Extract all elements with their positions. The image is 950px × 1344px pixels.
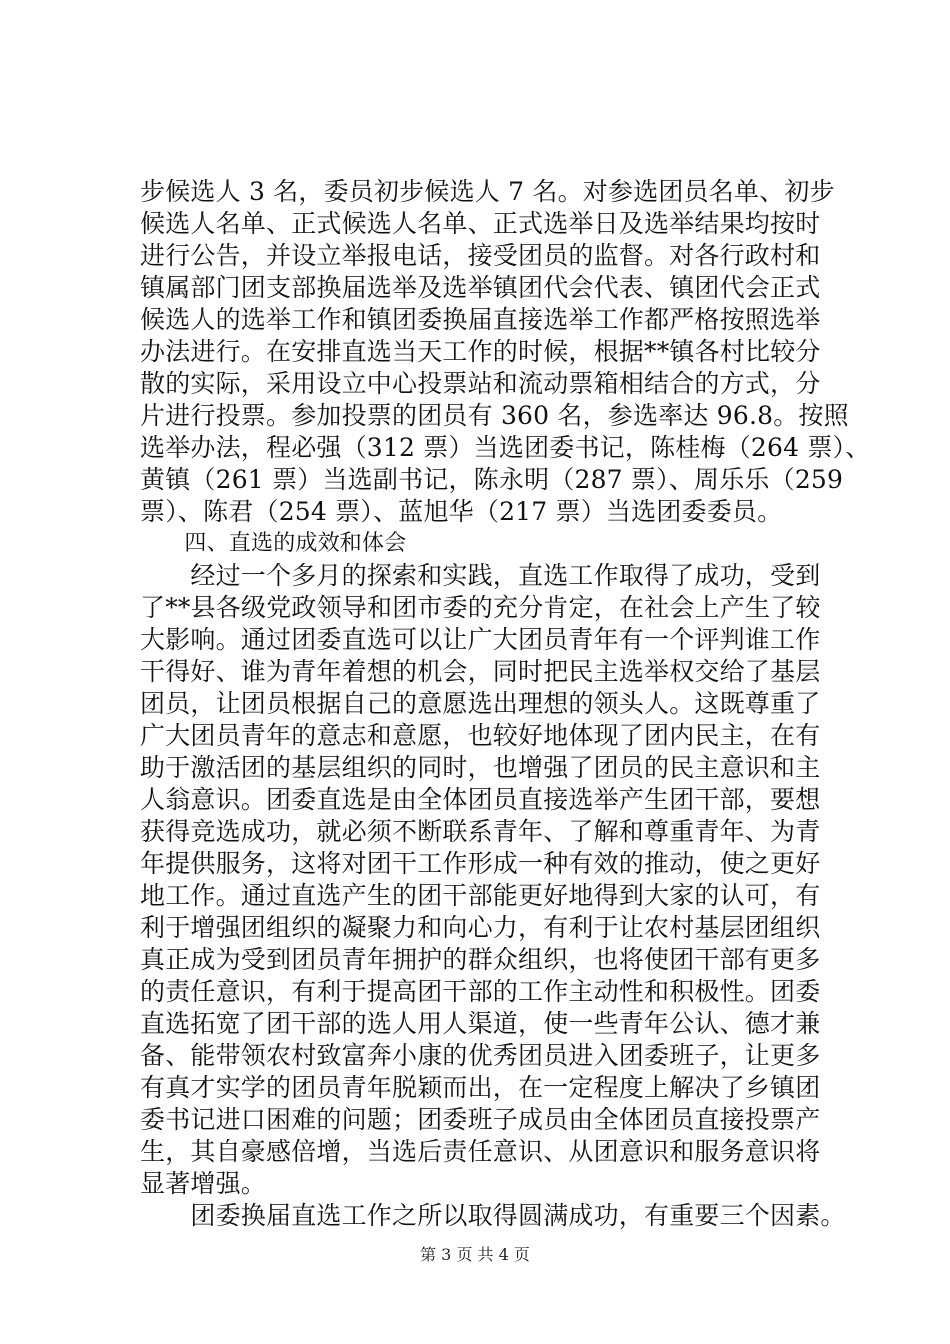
text-line: 散的实际，采用设立中心投票站和流动票箱相结合的方式，分 xyxy=(140,369,821,398)
text-line: 团委换届直选工作之所以取得圆满成功，有重要三个因素。 xyxy=(140,1201,846,1230)
text-line: 片进行投票。参加投票的团员有 360 名，参选率达 96.8。按照 xyxy=(140,401,849,430)
text-line: 人翁意识。团委直选是由全体团员直接选举产生团干部，要想 xyxy=(140,785,821,814)
text-line: 真正成为受到团员青年拥护的群众组织，也将使团干部有更多 xyxy=(140,945,821,974)
text-line: 了**县各级党政领导和团市委的充分肯定，在社会上产生了较 xyxy=(140,593,821,622)
page-number-footer: 第 3 页 共 4 页 xyxy=(420,1245,530,1264)
text-line: 步候选人 3 名，委员初步候选人 7 名。对参选团员名单、初步 xyxy=(140,177,835,206)
section-heading: 四、直选的成效和体会 xyxy=(140,531,407,556)
text-line: 候选人名单、正式候选人名单、正式选举日及选举结果均按时 xyxy=(140,209,821,238)
text-line: 选举办法，程必强（312 票）当选团委书记，陈桂梅（264 票）、 xyxy=(140,433,871,462)
text-line: 进行公告，并设立举报电话，接受团员的监督。对各行政村和 xyxy=(140,241,821,270)
text-line: 办法进行。在安排直选当天工作的时候，根据**镇各村比较分 xyxy=(140,337,821,366)
text-line: 干得好、谁为青年着想的机会，同时把民主选举权交给了基层 xyxy=(140,657,821,686)
text-line: 生，其自豪感倍增，当选后责任意识、从团意识和服务意识将 xyxy=(140,1137,821,1166)
text-line: 委书记进口困难的问题；团委班子成员由全体团员直接投票产 xyxy=(140,1105,821,1134)
text-line: 广大团员青年的意志和意愿，也较好地体现了团内民主，在有 xyxy=(140,721,821,750)
text-line: 年提供服务，这将对团干工作形成一种有效的推动，使之更好 xyxy=(140,849,821,878)
text-line: 地工作。通过直选产生的团干部能更好地得到大家的认可，有 xyxy=(140,881,821,910)
text-line: 票）、陈君（254 票）、蓝旭华（217 票）当选团委委员。 xyxy=(140,497,783,526)
text-line: 的责任意识，有利于提高团干部的工作主动性和积极性。团委 xyxy=(140,977,821,1006)
text-line: 黄镇（261 票）当选副书记，陈永明（287 票）、周乐乐（259 xyxy=(140,465,844,494)
text-line: 显著增强。 xyxy=(140,1169,267,1198)
text-line: 利于增强团组织的凝聚力和向心力，有利于让农村基层团组织 xyxy=(140,913,821,942)
text-line: 团员，让团员根据自己的意愿选出理想的领头人。这既尊重了 xyxy=(140,689,821,718)
text-line: 直选拓宽了团干部的选人用人渠道，使一些青年公认、德才兼 xyxy=(140,1009,821,1038)
text-line: 有真才实学的团员青年脱颖而出，在一定程度上解决了乡镇团 xyxy=(140,1073,821,1102)
body-text xyxy=(140,176,871,1232)
text-line: 大影响。通过团委直选可以让广大团员青年有一个评判谁工作 xyxy=(140,625,821,654)
text-line: 经过一个多月的探索和实践，直选工作取得了成功，受到 xyxy=(140,561,821,590)
text-line: 候选人的选举工作和镇团委换届直接选举工作都严格按照选举 xyxy=(140,305,821,334)
text-line: 备、能带领农村致富奔小康的优秀团员进入团委班子，让更多 xyxy=(140,1041,821,1070)
text-line: 镇属部门团支部换届选举及选举镇团代会代表、镇团代会正式 xyxy=(140,273,821,302)
text-line: 获得竞选成功，就必须不断联系青年、了解和尊重青年、为青 xyxy=(140,817,821,846)
text-line: 助于激活团的基层组织的同时，也增强了团员的民主意识和主 xyxy=(140,753,821,782)
